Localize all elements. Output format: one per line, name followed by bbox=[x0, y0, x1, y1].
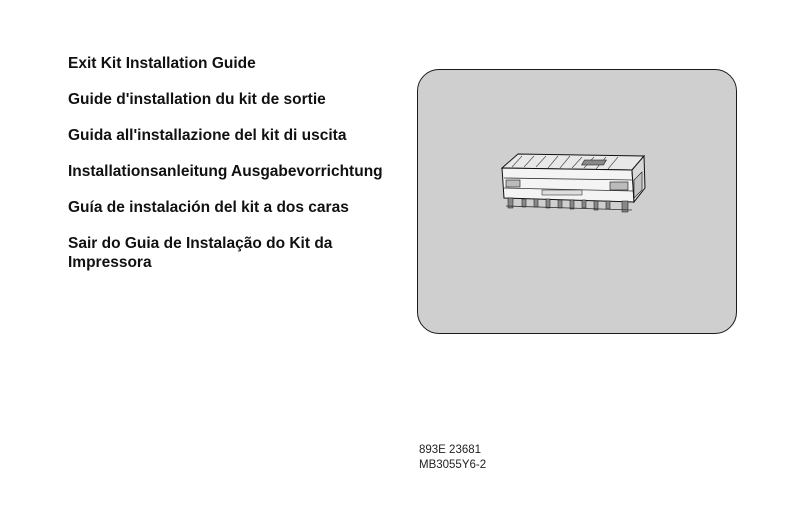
part-number: 893E 23681 bbox=[419, 444, 482, 456]
title-spanish: Guía de instalación del kit a dos caras bbox=[68, 199, 349, 216]
model-code: MB3055Y6-2 bbox=[419, 459, 487, 471]
title-italian: Guida all'installazione del kit di uscita bbox=[68, 127, 347, 144]
title-english: Exit Kit Installation Guide bbox=[68, 55, 256, 72]
title-french: Guide d'installation du kit de sortie bbox=[68, 91, 326, 108]
guide-title-list bbox=[68, 54, 398, 289]
illustration-panel bbox=[417, 69, 737, 334]
document-codes bbox=[419, 443, 486, 473]
title-portuguese: Sair do Guia de Instalação do Kit da Impressora bbox=[68, 235, 333, 271]
exit-kit-unit-illustration-icon bbox=[492, 140, 652, 230]
title-german: Installationsanleitung Ausgabevorrichtung bbox=[68, 163, 383, 180]
